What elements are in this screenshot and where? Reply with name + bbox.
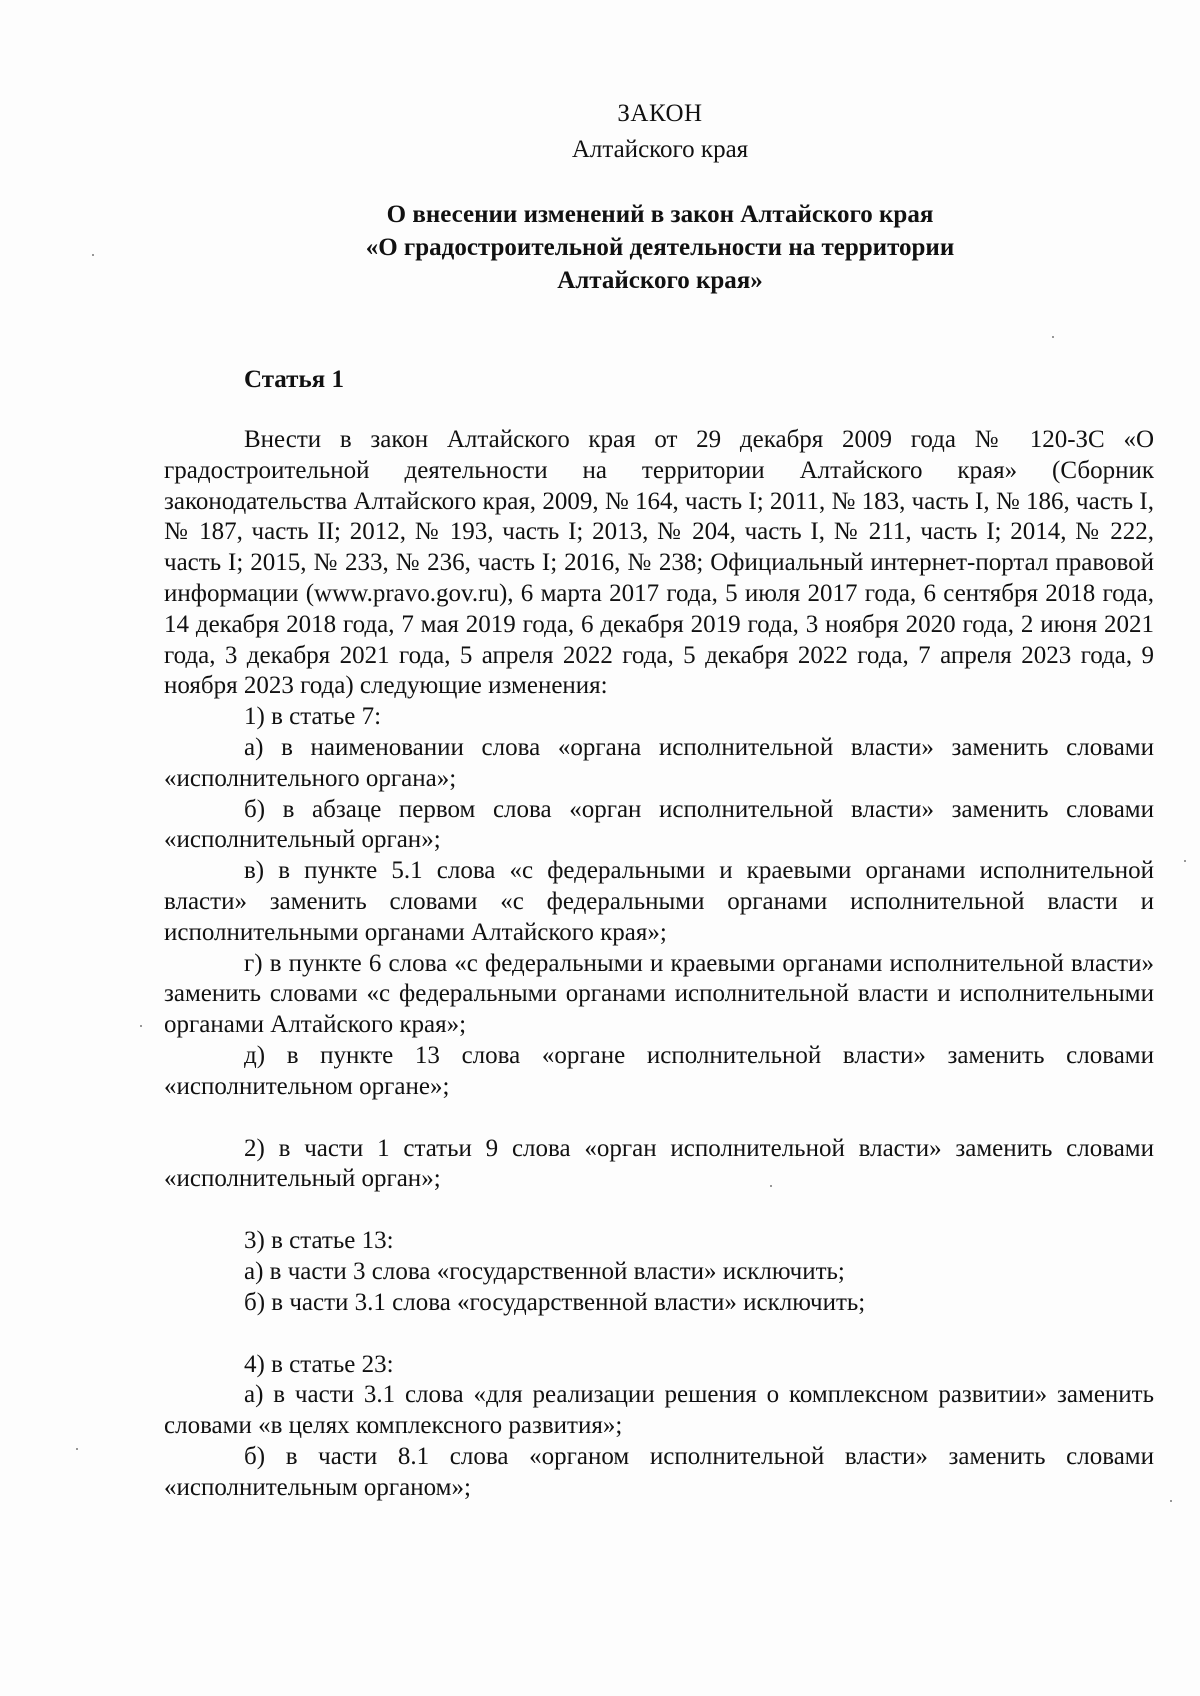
- subitem: б) в абзаце первом слова «орган исполнительной власти» заменить словами «исполнительный орган»;: [164, 795, 1154, 854]
- item-paragraph: 2) в части 1 статьи 9 слова «орган исполнительной власти» заменить словами «исполнительный орган»;: [164, 1134, 1154, 1193]
- subitem: д) в пункте 13 слова «органе исполнительной власти» заменить словами «исполнительном органе»;: [164, 1041, 1154, 1100]
- spacer: [164, 1195, 1154, 1226]
- scan-speck: [140, 1025, 142, 1027]
- document-region: Алтайского края: [571, 136, 749, 163]
- subitem: г) в пункте 6 слова «с федеральными и краевыми органами исполнительной власти» заменить словами «с федеральными органами исполнительной власти и исполнительными органами Алтайского края»;: [164, 949, 1154, 1039]
- subitem: а) в части 3 слова «государственной власти» исключить;: [244, 1257, 845, 1285]
- subitem: в) в пункте 5.1 слова «с федеральными и краевыми органами исполнительной власти» заменить словами «с федеральными органами исполнительной власти и исполнительными органами Алтайского края»;: [164, 857, 1154, 946]
- subitem: а) в части 3.1 слова «для реализации решения о комплексном развитии» заменить словами «в целях комплексного развития»;: [164, 1381, 1154, 1440]
- title-line: Алтайского края»: [557, 267, 763, 294]
- title-line: О внесении изменений в закон Алтайского края: [386, 201, 934, 228]
- title-line: «О градостроительной деятельности на территории: [365, 234, 955, 261]
- article-heading: Статья 1: [244, 366, 344, 393]
- subitem: б) в части 8.1 слова «органом исполнительной власти» заменить словами «исполнительным органом»;: [164, 1442, 1154, 1501]
- scan-speck: [770, 1185, 772, 1187]
- scan-speck: [92, 254, 94, 256]
- scan-speck: [1170, 1500, 1172, 1502]
- item-heading: 3) в статье 13:: [244, 1227, 394, 1255]
- article-body: [164, 425, 1154, 1504]
- scan-speck: [1052, 336, 1054, 338]
- document-title: [320, 198, 1000, 297]
- subitem: б) в части 3.1 слова «государственной власти» исключить;: [244, 1288, 866, 1316]
- scan-speck: [1184, 860, 1186, 862]
- spacer: [164, 1319, 1154, 1350]
- intro-paragraph: Внести в закон Алтайского края от 29 декабря 2009 года № 120-ЗС «О градостроительной деятельности на территории Алтайского края» (Сборник законодательства Алтайского края, 2009, № 164, часть I; 2011, № 183, часть I, № 186, часть I, № 187, часть II; 2012, № 193, часть I; 2013, № 204, часть I, № 211, часть I; 2014, № 222, часть I; 2015, № 233, № 236, часть I; 2016, № 238; Официальный интернет-портал правовой информации (www.pravo.gov.ru), 6 марта 2017 года, 5 июля 2017 года, 6 сентября 2018 года, 14 декабря 2018 года, 7 мая 2019 года, 6 декабря 2019 года, 3 ноября 2020 года, 2 июня 2021 года, 3 декабря 2021 года, 5 апреля 2022 года, 5 декабря 2022 года, 7 апреля 2023 года, 9 ноября 2023 года) следующие изменения:: [164, 426, 1154, 700]
- subitem: а) в наименовании слова «органа исполнительной власти» заменить словами «исполнительного органа»;: [164, 733, 1154, 792]
- spacer: [164, 1103, 1154, 1134]
- item-heading: 1) в статье 7:: [244, 703, 382, 731]
- document-type: ЗАКОН: [617, 100, 703, 127]
- scan-speck: [76, 1448, 78, 1450]
- item-heading: 4) в статье 23:: [244, 1350, 394, 1378]
